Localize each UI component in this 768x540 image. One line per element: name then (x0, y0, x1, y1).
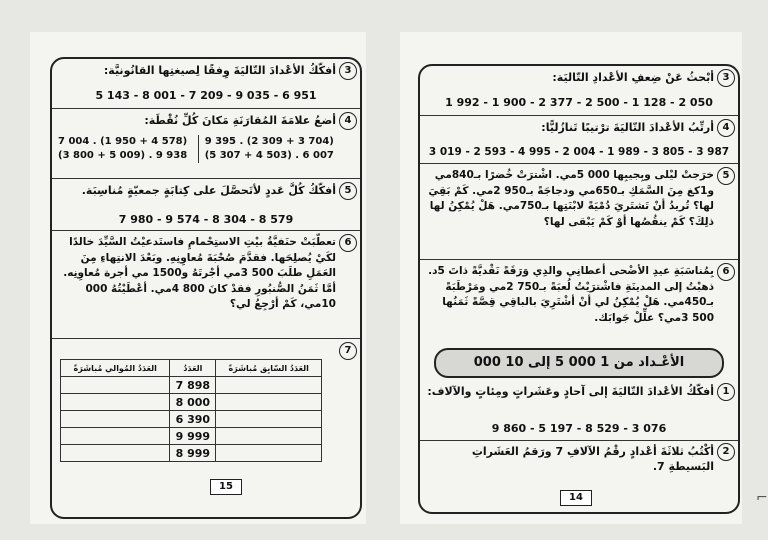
exercise-number: 5 (717, 167, 735, 185)
exercise-paragraph: خرَجتْ ليْلى وبِجيبِها 000 5مي. اشْترَتْ خُضرًا بـ840مي و1كغ مِنَ السَّمَكِ بـ650مي ودجاجَةً بـ950 2مي. كَمْ بَقِيَ لها؟ تُريدُ أنْ تَشتَريَ دُمْيَةً لابْنَتِها بـ750مي. هَلْ يُمْكِنُ لها ذلِكَ؟ كَمْ ينقُصُها أوْ كَمْ يَبْقى لها؟ (428, 169, 714, 228)
table-value: 6 390 (170, 411, 216, 428)
exercise-number: 6 (717, 263, 735, 281)
page-number: 14 (560, 490, 592, 506)
exercise-paragraph: بِمُناسَبَةِ عيدِ الأضْحى أعطانِي والدِي وَرَقَةً نَقْديَّةً ذاتَ 5د. ذهبْتُ إلى المدينَةِ فاشْترَيْتُ لُعبَةً بـ750 2مي ومَرْطَبَةً بـ450مي. هَلْ يُمْكِنُ لي أنْ أشْتَرِيَ بالباقِي قِصَّةً ثَمَنُها 500 3مي؟ علِّلْ جَوابَك. (428, 265, 714, 324)
table-header-row (61, 360, 322, 377)
exercise-title: أضعُ علامَةَ المُقارَنَةِ مَكانَ كُلِّ نُقْطَة: (144, 114, 336, 127)
left-exercise-3 (52, 59, 360, 109)
answer-cell[interactable] (216, 394, 322, 411)
answer-cell[interactable] (61, 411, 170, 428)
answer-cell[interactable] (61, 377, 170, 394)
left-exercise-7 (52, 339, 360, 519)
lesson-title: الأعْـداد من 1 000 5 إلى 10 000 (434, 348, 724, 378)
table-value: 8 000 (170, 394, 216, 411)
exercise-number: 6 (339, 234, 357, 252)
right-exercise-3 (420, 66, 738, 116)
left-exercise-6 (52, 231, 360, 339)
exercise-number: 3 (717, 69, 735, 87)
table-value: 8 999 (170, 445, 216, 462)
table-row (61, 411, 322, 428)
answer-cell[interactable] (61, 445, 170, 462)
table-row (61, 394, 322, 411)
exercise-number: 2 (717, 443, 735, 461)
comparison-item: 9 395 . (2 309 + 3 704) (204, 136, 334, 147)
exercise-numbers: 7 980 - 9 574 - 8 304 - 8 579 (118, 213, 294, 226)
lesson-exercise-2 (420, 440, 738, 510)
exercise-number: 3 (339, 62, 357, 80)
exercise-title: أرتِّبُ الأعْدادَ التّاليَةَ ترْتيبًا تَنازُليًّا: (541, 121, 714, 134)
exercise-number: 4 (339, 112, 357, 130)
left-exercise-5 (52, 179, 360, 231)
comparison-columns (56, 135, 356, 163)
right-exercise-6 (420, 260, 738, 348)
exercise-number: 7 (339, 342, 357, 360)
right-exercise-4 (420, 116, 738, 164)
exercise-numbers: 9 860 - 5 197 - 8 529 - 3 076 (491, 422, 667, 435)
exercise-title: أفكّكُ كُلَّ عَددٍ لأتَحصَّلَ على كِتابَةٍ جمعيّةٍ مُناسِبَة. (81, 184, 336, 197)
comparison-column-right (199, 135, 356, 163)
exercise-numbers: 3 019 - 2 593 - 4 995 - 2 004 - 1 989 - 3 805 - 3 987 (428, 146, 730, 158)
answer-cell[interactable] (61, 394, 170, 411)
comparison-item: 7 004 . (1 950 + 4 578) (58, 136, 188, 147)
table-value: 9 999 (170, 428, 216, 445)
right-exercise-5 (420, 164, 738, 260)
exercise-title: أفكّكُ الأعْدادَ التّاليَةَ وِفقًا لِصيغتِها القانُونيَّة: (103, 64, 336, 77)
exercise-number: 1 (717, 383, 735, 401)
table-row (61, 445, 322, 462)
comparison-item: (3 800 + 5 009) . 9 938 (58, 150, 188, 161)
answer-cell[interactable] (216, 377, 322, 394)
exercise-title: أكْتُبُ ثلاثَةَ أعْدادٍ رقْمُ الآلافِ 7 ورَقمُ العَشَراتِ البَسيطةِ 7. (471, 445, 714, 473)
left-page (30, 32, 366, 524)
table-header: العَدَدُ المُوالي مُباشَرَةً (61, 360, 170, 377)
left-exercise-4 (52, 109, 360, 179)
pen-mark-icon: ⌐ (756, 490, 768, 506)
table-header: العَدَدُ (170, 360, 216, 377)
answer-cell[interactable] (216, 411, 322, 428)
exercise-paragraph: تعطّبَتْ حنَفيَّةُ بيْتِ الاستِحْمامِ فاستَدعيْتُ السَّيِّدَ خالدًا لكَيْ يُصلِحَها. فقدَّمَ صُحْبَةَ مُعاوِنِهِ. وبَعْدَ الانتِهاءِ مِنَ العَمَلِ طلَبَ 500 3مي أجْرتَهُ و1500 مي أجرة مُعاوِنِه. أمَّا ثَمَنُ الصُّنبُورِ فقدْ كانَ 800 4مي. أعْطَيْتُهُ 000 10مي، كَمْ أرْجِعُ لي؟ (63, 236, 336, 310)
lesson-section (420, 348, 738, 514)
left-page-frame (50, 57, 362, 519)
exercise-number: 5 (339, 182, 357, 200)
table-row (61, 428, 322, 445)
exercise-title: أبْحثُ عَنْ ضِعفِ الأعْدادِ التّاليَة: (552, 71, 714, 84)
answer-cell[interactable] (216, 445, 322, 462)
right-page-frame (418, 64, 740, 514)
exercise-numbers: 5 143 - 8 001 - 7 209 - 9 035 - 6 951 (95, 89, 317, 102)
answer-cell[interactable] (216, 428, 322, 445)
number-table (60, 359, 322, 462)
exercise-numbers: 1 992 - 1 900 - 2 377 - 2 500 - 1 128 - 2 050 (445, 96, 713, 109)
comparison-item: (5 307 + 4 503) . 6 007 (204, 150, 334, 161)
page-number: 15 (210, 479, 242, 495)
table-value: 7 898 (170, 377, 216, 394)
answer-cell[interactable] (61, 428, 170, 445)
table-header: العَدَدُ السّابِق مُباشَرَةً (216, 360, 322, 377)
exercise-title: أفكّكُ الأعْدادَ التّاليَةَ إلى آحادٍ وعَشَراتٍ ومِئاتٍ والآلاف: (427, 385, 714, 398)
lesson-exercise-1 (420, 380, 738, 441)
table-row (61, 377, 322, 394)
comparison-column-left (56, 135, 199, 163)
exercise-number: 4 (717, 119, 735, 137)
right-page (400, 32, 742, 524)
